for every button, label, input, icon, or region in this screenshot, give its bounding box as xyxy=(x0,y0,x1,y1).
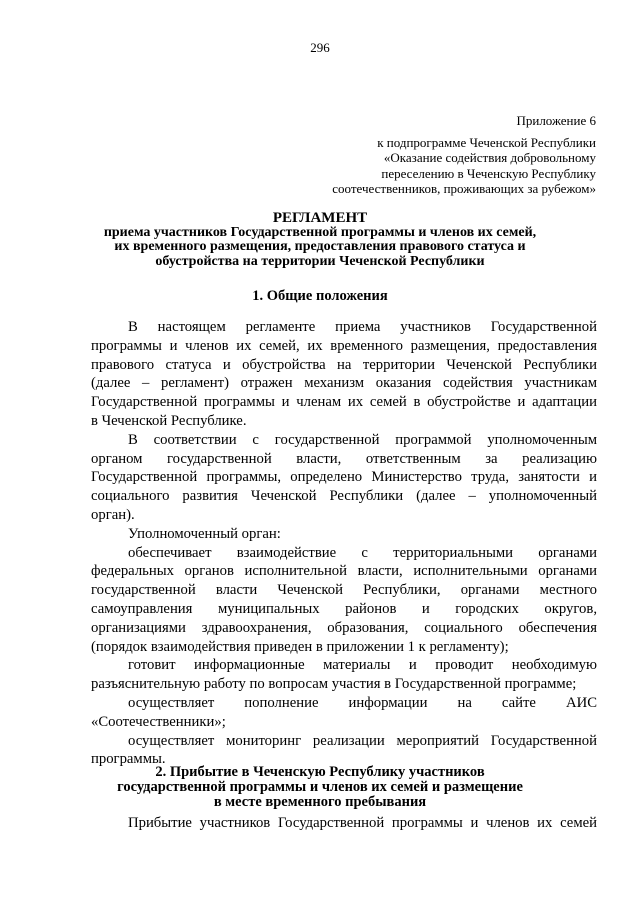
paragraph-line: обеспечивает взаимодействие с территориальными органами xyxy=(128,544,597,561)
section-heading-line: в месте временного пребывания xyxy=(213,794,427,810)
paragraph-line: осуществляет пополнение информации на сайте АИС xyxy=(128,694,597,711)
paragraph-line: организациями здравоохранения, образования, социального обеспечения xyxy=(91,619,597,636)
paragraph-line: осуществляет мониторинг реализации мероприятий Государственной xyxy=(128,732,597,749)
paragraph-line: В соответствии с государственной программой уполномоченным xyxy=(128,431,597,448)
paragraph-line: государственной власти Чеченской Республики, органами местного xyxy=(91,582,597,599)
section-1-body xyxy=(91,318,597,769)
appendix-line: соотечественников, проживающих за рубежом» xyxy=(332,181,596,196)
paragraph-line: Прибытие участников Государственной программы и членов их семей xyxy=(128,815,597,831)
section-2-body xyxy=(91,814,597,833)
document-title-line: приема участников Государственной программы и членов их семей, xyxy=(103,224,537,240)
paragraph-line: Государственной программы, определено Министерство труда, занятости и xyxy=(91,469,597,486)
document-title-line: их временного размещения, предоставления правового статуса и xyxy=(114,239,526,254)
paragraph-line: «Соотечественники»; xyxy=(91,713,226,730)
appendix-reference xyxy=(320,113,596,197)
paragraph-line: разъяснительную работу по вопросам участия в Государственной программе; xyxy=(91,676,577,693)
appendix-title: Приложение 6 xyxy=(516,113,596,128)
paragraph-line: правового статуса и обустройства на территории Чеченской Республики xyxy=(91,356,597,373)
paragraph-line: Государственной программы и членам их семей в обустройстве и адаптации xyxy=(91,394,597,411)
appendix-line: переселению в Чеченскую Республику xyxy=(381,165,596,181)
section-heading-line: 2. Прибытие в Чеченскую Республику участников xyxy=(155,764,485,780)
paragraph-line: Уполномоченный орган: xyxy=(128,525,281,542)
paragraph-line: программы и членов их семей, их временного размещения, предоставления xyxy=(91,337,597,354)
paragraph-line: органом государственной власти, ответственным за реализацию xyxy=(91,450,597,467)
paragraph-line: социального развития Чеченской Республики (далее – уполномоченный xyxy=(91,488,597,505)
paragraph-line: орган). xyxy=(91,506,135,523)
section-heading-line: 1. Общие положения xyxy=(252,288,388,304)
paragraph-line: федеральных органов исполнительной власти, исполнительными органами xyxy=(91,563,597,580)
page-number: 296 xyxy=(310,40,330,55)
section-1-heading xyxy=(60,289,580,304)
paragraph-line: (далее – регламент) отражен механизм оказания содействия участникам xyxy=(91,375,597,392)
paragraph-line: самоуправления муниципальных районов и городских округов, xyxy=(91,600,597,617)
section-2-heading xyxy=(60,765,580,810)
document-title xyxy=(60,211,580,269)
paragraph-line: готовит информационные материалы и проводит необходимую xyxy=(128,657,597,674)
appendix-line: «Оказание содействия добровольному xyxy=(383,150,596,165)
document-title-line: обустройства на территории Чеченской Республики xyxy=(155,253,485,269)
section-heading-line: государственной программы и членов их семей и размещение xyxy=(117,779,523,795)
document-heading: РЕГЛАМЕНТ xyxy=(272,210,368,226)
paragraph-line: в Чеченской Республике. xyxy=(91,412,247,429)
paragraph-line: (порядок взаимодействия приведен в приложении 1 к регламенту); xyxy=(91,638,509,655)
paragraph-line: В настоящем регламенте приема участников Государственной xyxy=(128,319,597,335)
paragraph-line: программы. xyxy=(91,751,166,768)
appendix-line: к подпрограмме Чеченской Республики xyxy=(377,134,596,150)
